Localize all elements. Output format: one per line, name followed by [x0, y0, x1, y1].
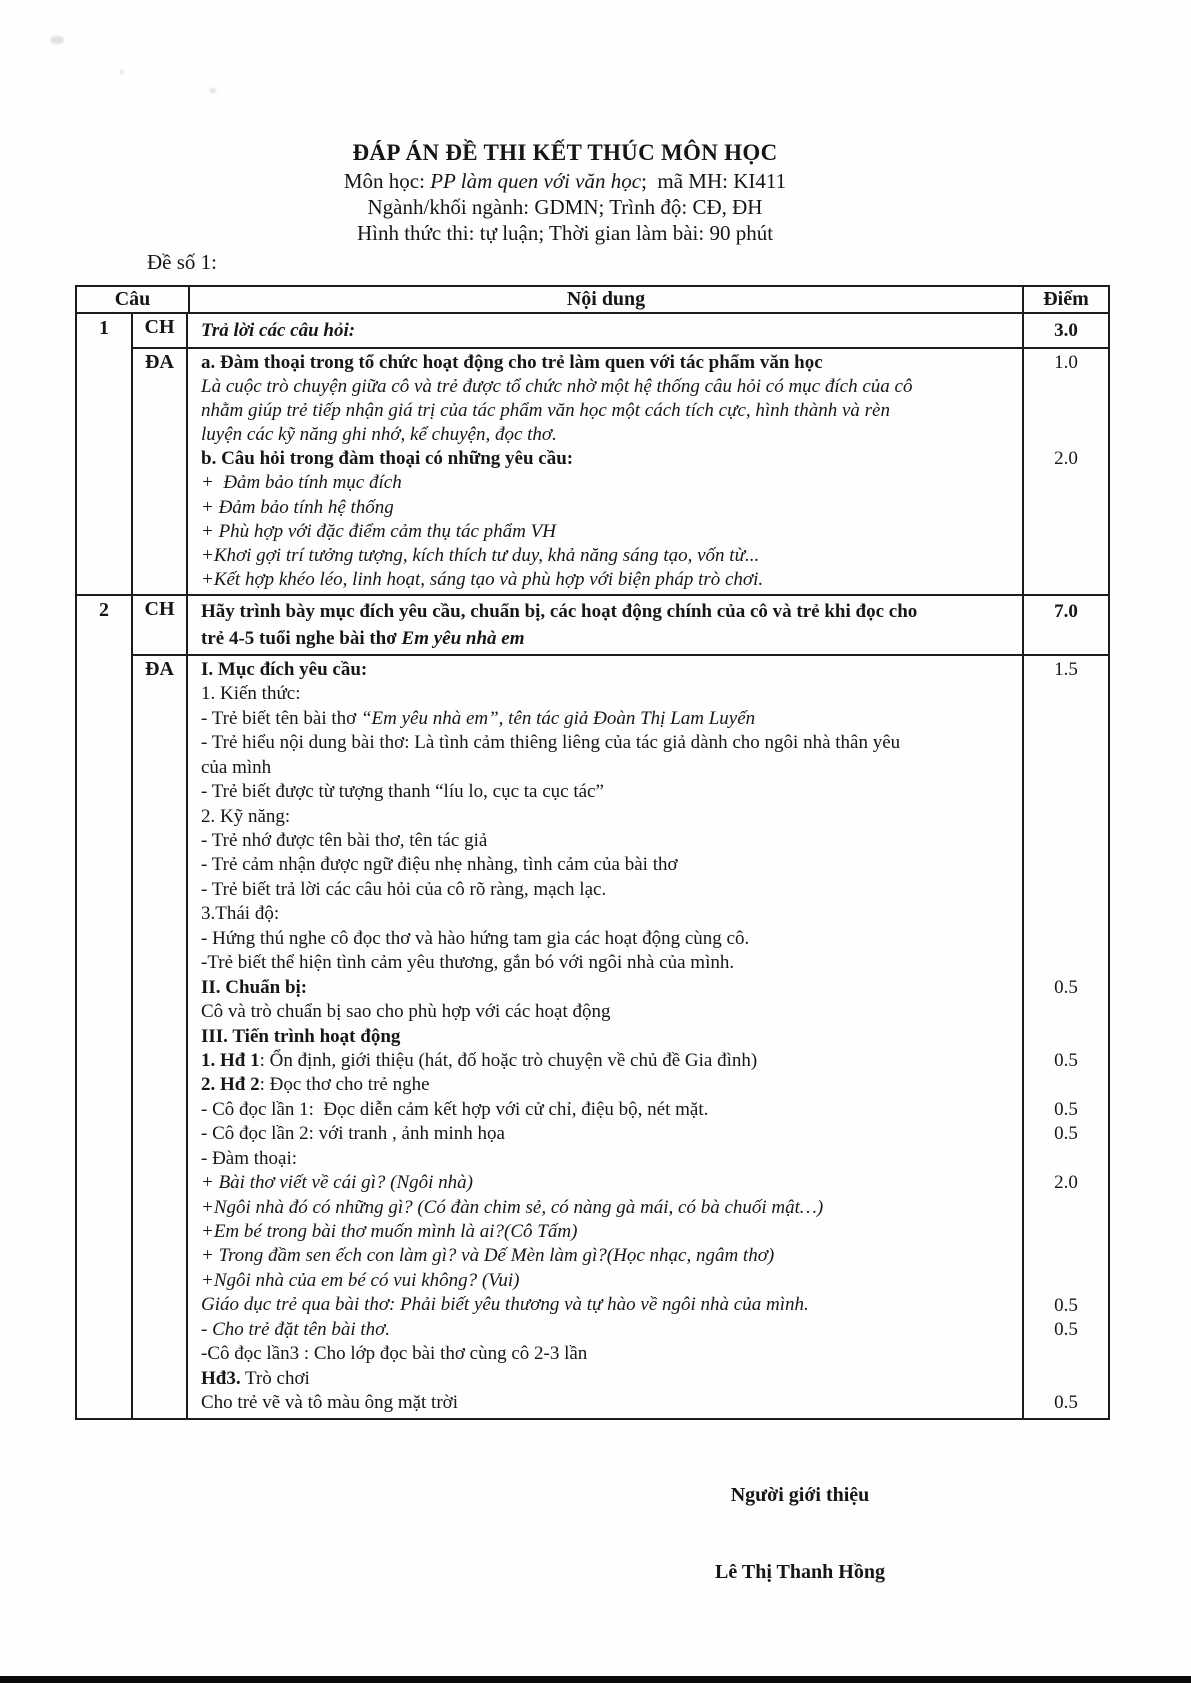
content-line [201, 853, 1018, 877]
column-header-content: Nội dung [190, 287, 1024, 312]
part-type-label: CH [133, 314, 188, 347]
document-header [0, 138, 1130, 246]
score-value: 0.5 [1054, 1392, 1078, 1414]
line-segment: Cô và trò chuẩn bị sao cho phù hợp với các hoạt động [201, 1001, 611, 1023]
part-type-label: ĐA [133, 656, 188, 1418]
scan-speck [120, 70, 124, 74]
line-segment: Là cuộc trò chuyện giữa cô và trẻ được tổ chức nhờ một hệ thống câu hỏi có mục đích của cô [201, 376, 913, 398]
content-line [201, 568, 1018, 592]
content-line [201, 1171, 1018, 1195]
content-line [201, 927, 1018, 951]
content-line [201, 1073, 1018, 1097]
content-line [201, 1269, 1018, 1293]
content-line [201, 625, 1018, 652]
score-value: 0.5 [1054, 1294, 1078, 1316]
content-line [201, 1122, 1018, 1146]
answer-part [133, 654, 1108, 1418]
scan-speck [210, 88, 216, 93]
line-segment: - Hứng thú nghe cô đọc thơ và hào hứng tam gia các hoạt động cùng cô. [201, 927, 750, 949]
line-segment: Trò chơi [240, 1367, 310, 1389]
content-line [201, 1318, 1018, 1342]
content-line [201, 1196, 1018, 1220]
line-segment: + Trong đầm sen ếch con làm gì? và Dế Mèn làm gì?(Học nhạc, ngâm thơ) [201, 1245, 775, 1267]
line-segment: nhằm giúp trẻ tiếp nhận giá trị của tác phẩm văn học một cách tích cực, hình thành và rèn [201, 400, 890, 422]
line-segment: Trả lời các câu hỏi: [201, 320, 356, 341]
content-line [201, 731, 1018, 755]
scan-edge-bar [0, 1676, 1191, 1683]
line-segment: - Trẻ nhớ được tên bài thơ, tên tác giả [201, 830, 488, 851]
question-part [133, 314, 1108, 347]
subject-label: Môn học: [343, 169, 431, 193]
score-value: 0.5 [1054, 1050, 1078, 1072]
content-line [201, 1342, 1018, 1366]
content-line [201, 1220, 1018, 1244]
line-segment: trẻ 4-5 tuổi nghe bài thơ [201, 627, 402, 649]
scan-speck [50, 36, 64, 44]
part-type-label: ĐA [133, 349, 188, 594]
line-segment: -Trẻ biết thể hiện tình cảm yêu thương, gắn bó với ngôi nhà của mình. [201, 952, 735, 974]
line-segment: 1. Hđ 1 [201, 1049, 260, 1071]
part-score-column [1024, 314, 1108, 347]
line-segment: - Trẻ biết trả lời các câu hỏi của cô rõ ràng, mạch lạc. [201, 878, 607, 900]
line-segment: Em yêu nhà em [401, 627, 525, 649]
line-segment: III. Tiến trình hoạt động [201, 1025, 401, 1047]
column-header-score: Điểm [1043, 288, 1089, 310]
content-line [201, 496, 1018, 520]
question-part [133, 596, 1108, 654]
score-value: 1.5 [1054, 658, 1078, 680]
answer-key-table [75, 285, 1110, 1420]
line-segment: - Trẻ biết tên bài thơ [201, 707, 361, 729]
line-segment: 2. Kỹ năng: [201, 805, 291, 827]
part-content [188, 656, 1024, 1418]
question-row [77, 314, 1108, 594]
table-header-row [77, 287, 1108, 314]
score-value: 0.5 [1054, 976, 1078, 998]
line-segment: Hãy trình bày mục đích yêu cầu, chuẩn bị, các hoạt động chính của cô và trẻ khi đọc cho [201, 600, 918, 622]
line-segment: Giáo dục trẻ qua bài thơ: Phải biết yêu thương và tự hào về ngôi nhà của mình. [201, 1294, 809, 1316]
content-line [201, 829, 1018, 853]
line-segment: b. Câu hỏi trong đàm thoại có những yêu cầu: [201, 448, 574, 470]
score-value: 1.0 [1054, 352, 1078, 373]
line-segment: Hđ3. [201, 1367, 241, 1389]
part-score-column [1024, 596, 1108, 654]
content-line [201, 316, 1018, 345]
score-value: 2.0 [1054, 448, 1078, 470]
line-segment: + Đảm bảo tính hệ thống [201, 496, 394, 518]
line-segment: - Trẻ hiểu nội dung bài thơ: Là tình cảm thiêng liêng của tác giả dành cho ngôi nhà thân yêu [201, 732, 901, 754]
content-line [201, 682, 1018, 706]
content-line [201, 471, 1018, 495]
question-number: 2 [77, 596, 133, 1418]
content-line [201, 756, 1018, 780]
line-segment: +Kết hợp khéo léo, linh hoạt, sáng tạo và phù hợp với biện pháp trò chơi. [201, 568, 764, 590]
score-value: 0.5 [1054, 1319, 1078, 1341]
line-segment: “Em yêu nhà em”, tên tác giả Đoàn Thị Lam Luyến [360, 707, 756, 729]
content-line [201, 544, 1018, 568]
question-number: 1 [77, 314, 133, 594]
line-segment: : Đọc thơ cho trẻ nghe [259, 1074, 430, 1096]
part-content [188, 349, 1024, 594]
line-segment: : Ổn định, giới thiệu (hát, đố hoặc trò chuyện về chủ đề Gia đình) [259, 1049, 758, 1071]
score-value: 0.5 [1054, 1099, 1078, 1121]
content-line [201, 598, 1018, 625]
line-segment: - Cô đọc lần 1: Đọc diễn cảm kết hợp với cử chỉ, điệu bộ, nét mặt. [201, 1098, 709, 1120]
format-line: Hình thức thi: tự luận; Thời gian làm bài: 90 phút [356, 221, 774, 245]
line-segment: a. Đàm thoại trong tổ chức hoạt động cho trẻ làm quen với tác phẩm văn học [201, 352, 823, 373]
question-parts [133, 596, 1108, 1418]
part-score-column [1024, 349, 1108, 594]
line-segment: 2. Hđ 2 [201, 1074, 260, 1096]
content-line [201, 805, 1018, 829]
exam-set-label: Đề số 1: [147, 250, 217, 274]
score-value: 7.0 [1054, 600, 1078, 622]
content-line [201, 1147, 1018, 1171]
content-line [201, 707, 1018, 731]
line-segment: luyện các kỹ năng ghi nhớ, kể chuyện, đọc thơ. [201, 424, 557, 446]
content-line [201, 1049, 1018, 1073]
line-segment: +Ngôi nhà đó có những gì? (Có đàn chim sẻ, có nàng gà mái, có bà chuối mật…) [201, 1196, 824, 1218]
major-line: Ngành/khối ngành: GDMN; Trình độ: CĐ, ĐH [367, 195, 763, 219]
line-segment: - Trẻ cảm nhận được ngữ điệu nhẹ nhàng, tình cảm của bài thơ [201, 854, 678, 876]
signature-name: Lê Thị Thanh Hồng [715, 1561, 885, 1583]
line-segment: + Bài thơ viết về cái gì? (Ngôi nhà) [201, 1172, 474, 1194]
line-segment: - Đàm thoại: [201, 1147, 298, 1169]
line-segment: -Cô đọc lần3 : Cho lớp đọc bài thơ cùng cô 2-3 lần [201, 1343, 588, 1365]
score-value: 3.0 [1054, 320, 1078, 341]
line-segment: + Phù hợp với đặc điểm cảm thụ tác phẩm VH [201, 520, 556, 542]
line-segment: - Cô đọc lần 2: với tranh , ảnh minh họa [201, 1123, 505, 1145]
line-segment: I. Mục đích yêu cầu: [201, 658, 368, 680]
content-line [201, 1293, 1018, 1317]
line-segment: - Trẻ biết được từ tượng thanh “líu lo, cục ta cục tác” [201, 781, 604, 803]
content-line [201, 658, 1018, 682]
line-segment: II. Chuẩn bị: [201, 976, 308, 998]
line-segment: của mình [201, 756, 272, 778]
part-score-column [1024, 656, 1108, 1418]
line-segment: +Em bé trong bài thơ muốn mình là ai?(Cô Tấm) [201, 1221, 578, 1242]
answer-part [133, 347, 1108, 594]
content-line [201, 351, 1018, 375]
answer-table-body [77, 314, 1108, 1418]
content-line [201, 780, 1018, 804]
subject-line [0, 168, 1130, 194]
content-line [201, 520, 1018, 544]
content-line [201, 399, 1018, 423]
line-segment: - Cho trẻ đặt tên bài thơ. [201, 1318, 391, 1340]
part-type-label: CH [133, 596, 188, 654]
content-line [201, 1000, 1018, 1024]
line-segment: +Khơi gợi trí tưởng tượng, kích thích tư duy, khả năng sáng tạo, vốn từ... [201, 544, 760, 566]
content-line [201, 878, 1018, 902]
question-row [77, 594, 1108, 1418]
content-line [201, 423, 1018, 447]
subject-name: PP làm quen với văn học [430, 169, 642, 193]
content-line [201, 1391, 1018, 1415]
content-line [201, 976, 1018, 1000]
part-content [188, 596, 1024, 654]
content-line [201, 1244, 1018, 1268]
line-segment: 1. Kiến thức: [201, 683, 301, 705]
column-header-question: Câu [77, 287, 190, 312]
line-segment: + Đảm bảo tính mục đích [201, 472, 402, 494]
line-segment: +Ngôi nhà của em bé có vui không? (Vui) [201, 1269, 520, 1291]
score-value: 0.5 [1054, 1123, 1078, 1145]
content-line [201, 1025, 1018, 1049]
content-line [201, 951, 1018, 975]
document-title: ĐÁP ÁN ĐỀ THI KẾT THÚC MÔN HỌC [352, 140, 778, 165]
subject-code: ; mã MH: KI411 [641, 169, 787, 193]
content-line [201, 1098, 1018, 1122]
question-parts [133, 314, 1108, 594]
content-line [201, 1367, 1018, 1391]
signature-title: Người giới thiệu [730, 1484, 870, 1506]
content-line [201, 447, 1018, 471]
content-line [201, 375, 1018, 399]
line-segment: 3.Thái độ: [201, 903, 280, 925]
score-value: 2.0 [1054, 1172, 1078, 1194]
line-segment: Cho trẻ vẽ và tô màu ông mặt trời [201, 1392, 458, 1414]
part-content [188, 314, 1024, 347]
content-line [201, 902, 1018, 926]
